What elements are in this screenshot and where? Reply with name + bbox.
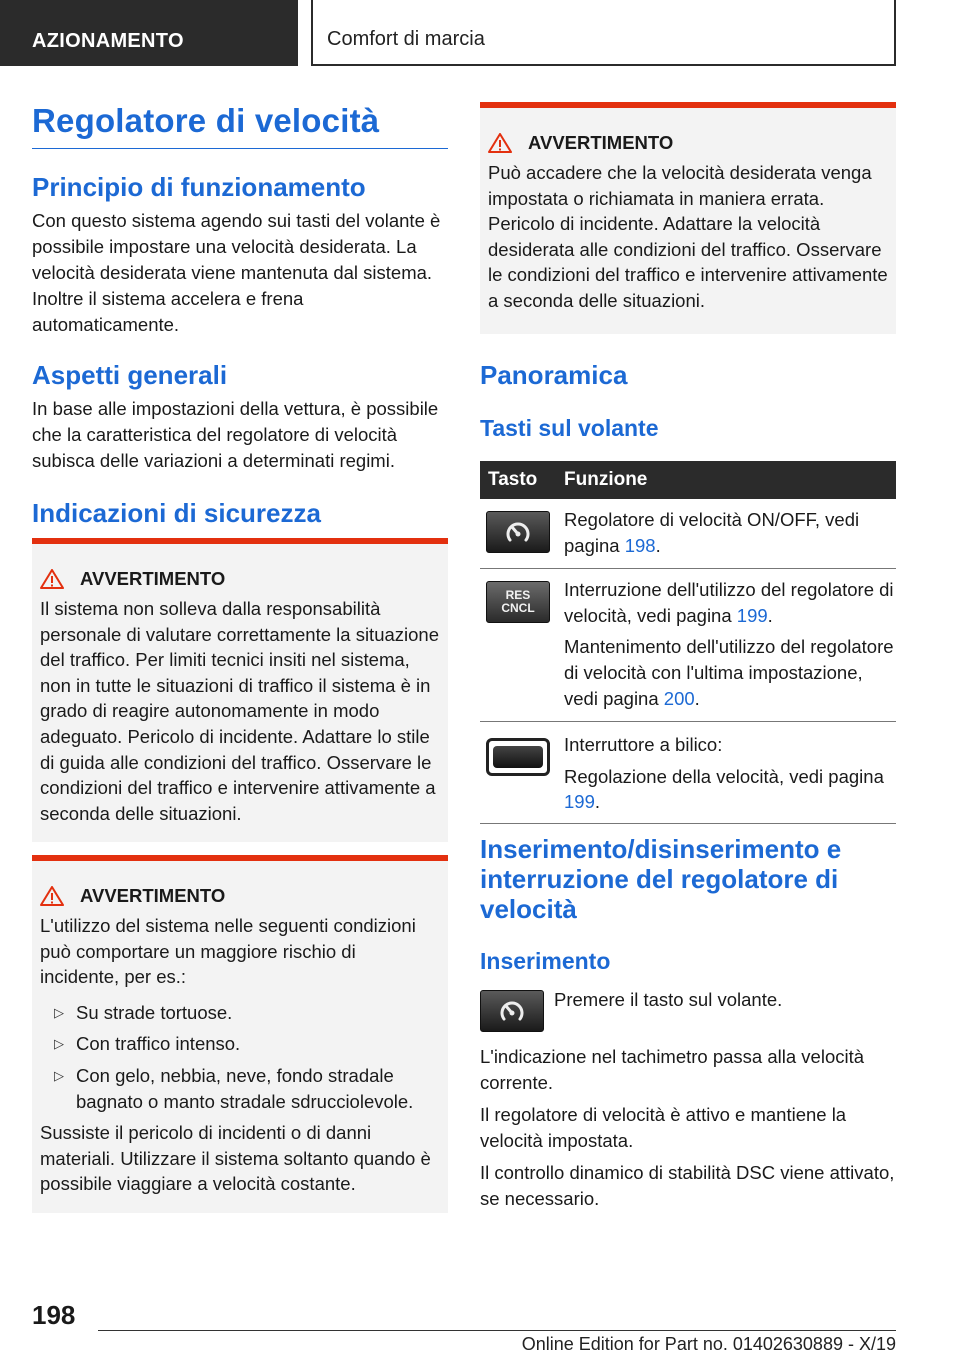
table-cell-icon xyxy=(480,577,564,711)
inserimento-p3: Il controllo dinamico di stabilità DSC viene attivato, se necessario. xyxy=(480,1162,895,1209)
res-cncl-icon: RES CNCL xyxy=(486,581,550,623)
buttons-table xyxy=(480,461,896,824)
page-link[interactable]: 200 xyxy=(663,687,695,709)
warning-title-text: AVVERTIMENTO xyxy=(528,132,674,153)
warning-triangle-icon xyxy=(40,569,64,589)
table-cell-text xyxy=(564,507,896,558)
row-text: Regolazione della velocità, vedi pagina 199. xyxy=(564,765,884,813)
table-cell-icon xyxy=(480,732,564,815)
list-item: ▷ Con traffico intenso. xyxy=(40,1031,440,1057)
table-cell-text xyxy=(564,577,896,711)
panoramica-heading: Panoramica xyxy=(480,360,628,390)
press-button-text: Premere il tasto sul volante. xyxy=(554,989,783,1010)
principio-text: Con questo sistema agendo sui tasti del volante è possibile impostare una velocità desiderata. La velocità desiderata viene mantenuta dal sistema. Inoltre il sistema accelera e frena automaticamente. xyxy=(32,210,441,335)
page-header xyxy=(0,0,960,66)
edition-text: Online Edition for Part no. 01402630889 - X/19 xyxy=(521,1334,896,1354)
list-item: ▷ Su strade tortuose. xyxy=(40,1000,440,1026)
warning-box-3 xyxy=(480,102,896,334)
page-link[interactable]: 199 xyxy=(564,791,595,813)
warning-title-text: AVVERTIMENTO xyxy=(80,568,226,589)
warning-outro-2: Sussiste il pericolo di incidenti o di danni materiali. Utilizzare il sistema soltanto quando è possibile viaggiare a velocità costante. xyxy=(40,1122,431,1195)
tasti-heading: Tasti sul volante xyxy=(480,415,659,441)
table-header xyxy=(480,461,896,499)
warning-text-3: Può accadere che la velocità desiderata venga impostata o richiamata in maniera errata. Pericolo di incidente. Adattare la velocità desiderata alle condizioni del traffico. Osservare le condizioni del traffico e intervenire attivamente a seconda delle situazioni. xyxy=(488,162,888,311)
cruise-button-illustration xyxy=(480,990,544,1032)
inserimento-p1: L'indicazione nel tachimetro passa alla velocità corrente. xyxy=(480,1046,865,1093)
col-funzione: Funzione xyxy=(564,469,648,490)
table-row xyxy=(480,569,896,722)
principio-heading: Principio di funzionamento xyxy=(32,172,366,202)
cruise-control-icon xyxy=(486,511,550,553)
cruise-control-icon xyxy=(480,990,544,1032)
warning-triangle-icon xyxy=(488,133,512,153)
footer-divider xyxy=(98,1330,896,1331)
warning-title-3 xyxy=(488,132,888,154)
inserimento-heading: Inserimento/disinserimento e interruzione del regolatore di velocità xyxy=(480,834,842,924)
row-text: Regolatore di velocità ON/OFF, vedi pagina 198. xyxy=(564,509,860,556)
row-text: Interruzione dell'utilizzo del regolatore di velocità, vedi pagina 199. xyxy=(564,579,894,626)
sicurezza-heading: Indicazioni di sicurezza xyxy=(32,498,321,528)
table-cell-icon xyxy=(480,507,564,558)
row-text: Mantenimento dell'utilizzo del regolatore di velocità con l'ultima impostazione, vedi pagina 200. xyxy=(564,636,894,709)
chapter-tab: Comfort di marcia xyxy=(311,0,896,66)
page-link[interactable]: 198 xyxy=(624,534,656,556)
page-title: Regolatore di velocità xyxy=(32,102,448,149)
rocker-switch-icon xyxy=(486,738,550,776)
warning-title-1 xyxy=(40,568,440,590)
page-link[interactable]: 199 xyxy=(736,604,768,626)
col-tasto: Tasto xyxy=(488,469,538,490)
warning-box-1 xyxy=(32,538,448,842)
section-tab: AZIONAMENTO xyxy=(0,0,298,66)
aspetti-heading: Aspetti generali xyxy=(32,360,228,390)
page-number: 198 xyxy=(32,1300,76,1330)
aspetti-text: In base alle impostazioni della vettura, è possibile che la caratteristica del regolatore di velocità subisca delle variazioni a determinati regimi. xyxy=(32,398,439,471)
warning-triangle-icon xyxy=(40,886,64,906)
inserimento-subheading: Inserimento xyxy=(480,948,611,974)
warning-intro-2: L'utilizzo del sistema nelle seguenti condizioni può comportare un maggiore rischio di incidente, per es.: xyxy=(40,915,416,988)
table-cell-text xyxy=(564,732,896,815)
warning-title-text: AVVERTIMENTO xyxy=(80,885,226,906)
table-row xyxy=(480,499,896,569)
warning-text-1: Il sistema non solleva dalla responsabilità personale di valutare correttamente la situazione del traffico. Per limiti tecnici insiti nel sistema, non in tutte le situazioni di traffico il sistema è in grado di reagire autonomamente in modo adeguato. Pericolo di incidente. Adattare lo stile di guida alle condizioni del traffico. Osservare le condizioni del traffico e intervenire attivamente a seconda delle situazioni. xyxy=(40,598,440,824)
table-row xyxy=(480,722,896,824)
inserimento-p2: Il regolatore di velocità è attivo e mantiene la velocità impostata. xyxy=(480,1104,847,1151)
warning-title-2 xyxy=(40,885,440,907)
row-text: Interruttore a bilico: xyxy=(564,734,723,756)
list-item: ▷ Con gelo, nebbia, neve, fondo stradale bagnato o manto stradale sdrucciolevole. xyxy=(40,1063,440,1114)
warning-bullets xyxy=(40,1000,440,1114)
warning-box-2 xyxy=(32,855,448,1213)
